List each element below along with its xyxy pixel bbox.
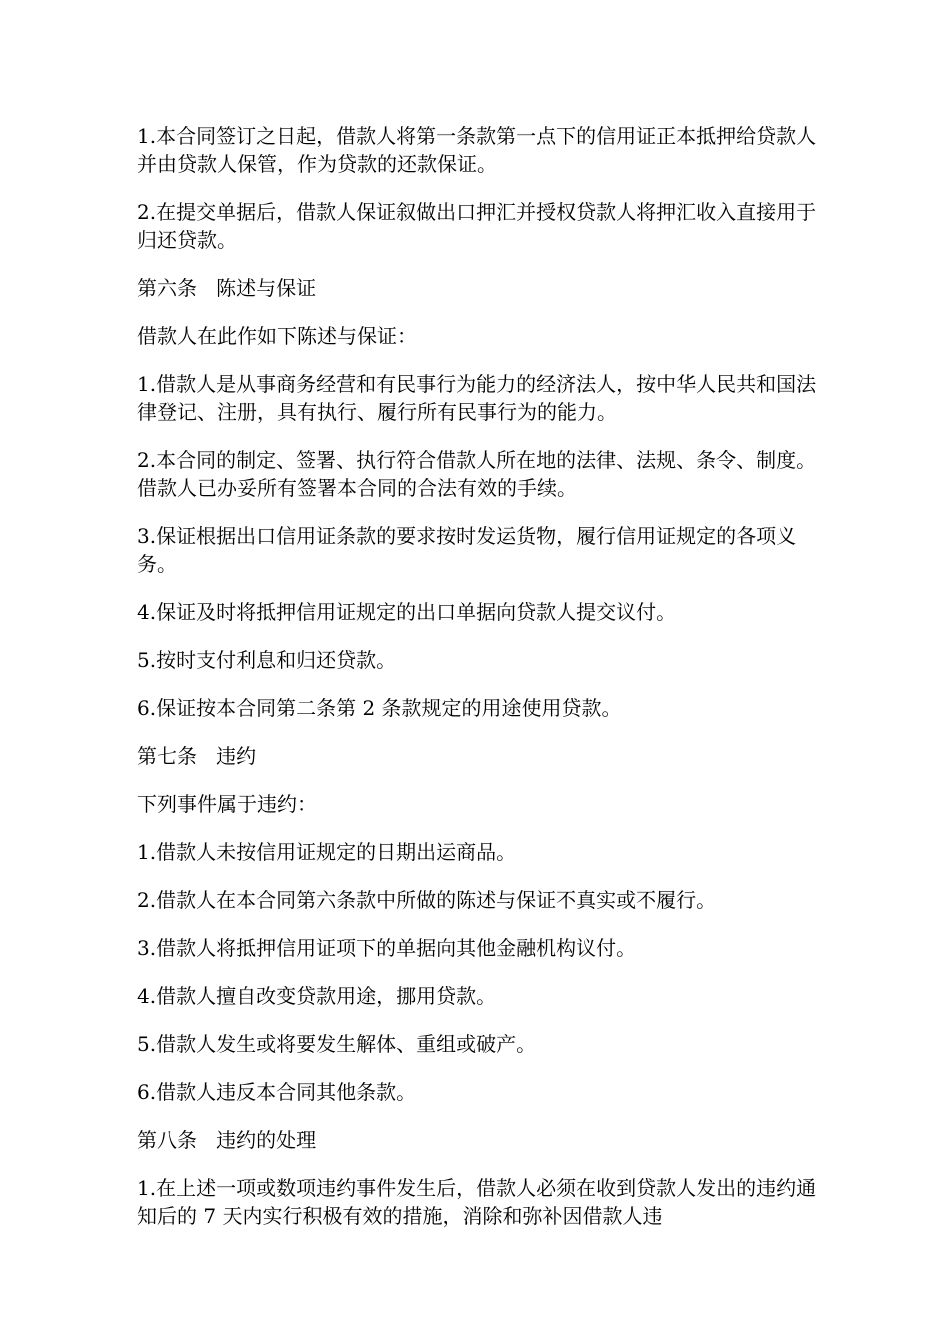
paragraph-5-1: 1.本合同签订之日起，借款人将第一条款第一点下的信用证正本抵押给贷款人并由贷款人保管，作为贷款的还款保证。 [137, 124, 817, 176]
paragraph-7-2: 2.借款人在本合同第六条款中所做的陈述与保证不真实或不履行。 [137, 888, 717, 912]
paragraph-7-3: 3.借款人将抵押信用证项下的单据向其他金融机构议付。 [137, 936, 637, 960]
paragraph-7-intro: 下列事件属于违约： [137, 792, 317, 816]
paragraph-6-intro: 借款人在此作如下陈述与保证： [137, 324, 417, 348]
paragraph-6-6: 6.保证按本合同第二条第 2 条款规定的用途使用贷款。 [137, 696, 622, 720]
article-6-heading: 第六条 陈述与保证 [137, 276, 317, 300]
paragraph-7-6: 6.借款人违反本合同其他条款。 [137, 1080, 417, 1104]
paragraph-7-1: 1.借款人未按信用证规定的日期出运商品。 [137, 840, 517, 864]
paragraph-6-1: 1.借款人是从事商务经营和有民事行为能力的经济法人，按中华人民共和国法律登记、注册，具有执行、履行所有民事行为的能力。 [137, 372, 817, 424]
paragraph-7-4: 4.借款人擅自改变贷款用途，挪用贷款。 [137, 984, 497, 1008]
paragraph-7-5: 5.借款人发生或将要发生解体、重组或破产。 [137, 1032, 537, 1056]
paragraph-5-2: 2.在提交单据后，借款人保证叙做出口押汇并授权贷款人将押汇收入直接用于归还贷款。 [137, 200, 817, 252]
paragraph-6-4: 4.保证及时将抵押信用证规定的出口单据向贷款人提交议付。 [137, 600, 677, 624]
article-7-heading: 第七条 违约 [137, 744, 257, 768]
paragraph-8-1: 1.在上述一项或数项违约事件发生后，借款人必须在收到贷款人发出的违约通知后的 7 天内实行积极有效的措施，消除和弥补因借款人违 [137, 1176, 817, 1228]
paragraph-6-2: 2.本合同的制定、签署、执行符合借款人所在地的法律、法规、条令、制度。借款人已办妥所有签署本合同的合法有效的手续。 [137, 448, 817, 500]
paragraph-6-5: 5.按时支付利息和归还贷款。 [137, 648, 397, 672]
article-8-heading: 第八条 违约的处理 [137, 1128, 317, 1152]
paragraph-6-3: 3.保证根据出口信用证条款的要求按时发运货物，履行信用证规定的各项义务。 [137, 524, 797, 576]
document-body [137, 122, 827, 1250]
